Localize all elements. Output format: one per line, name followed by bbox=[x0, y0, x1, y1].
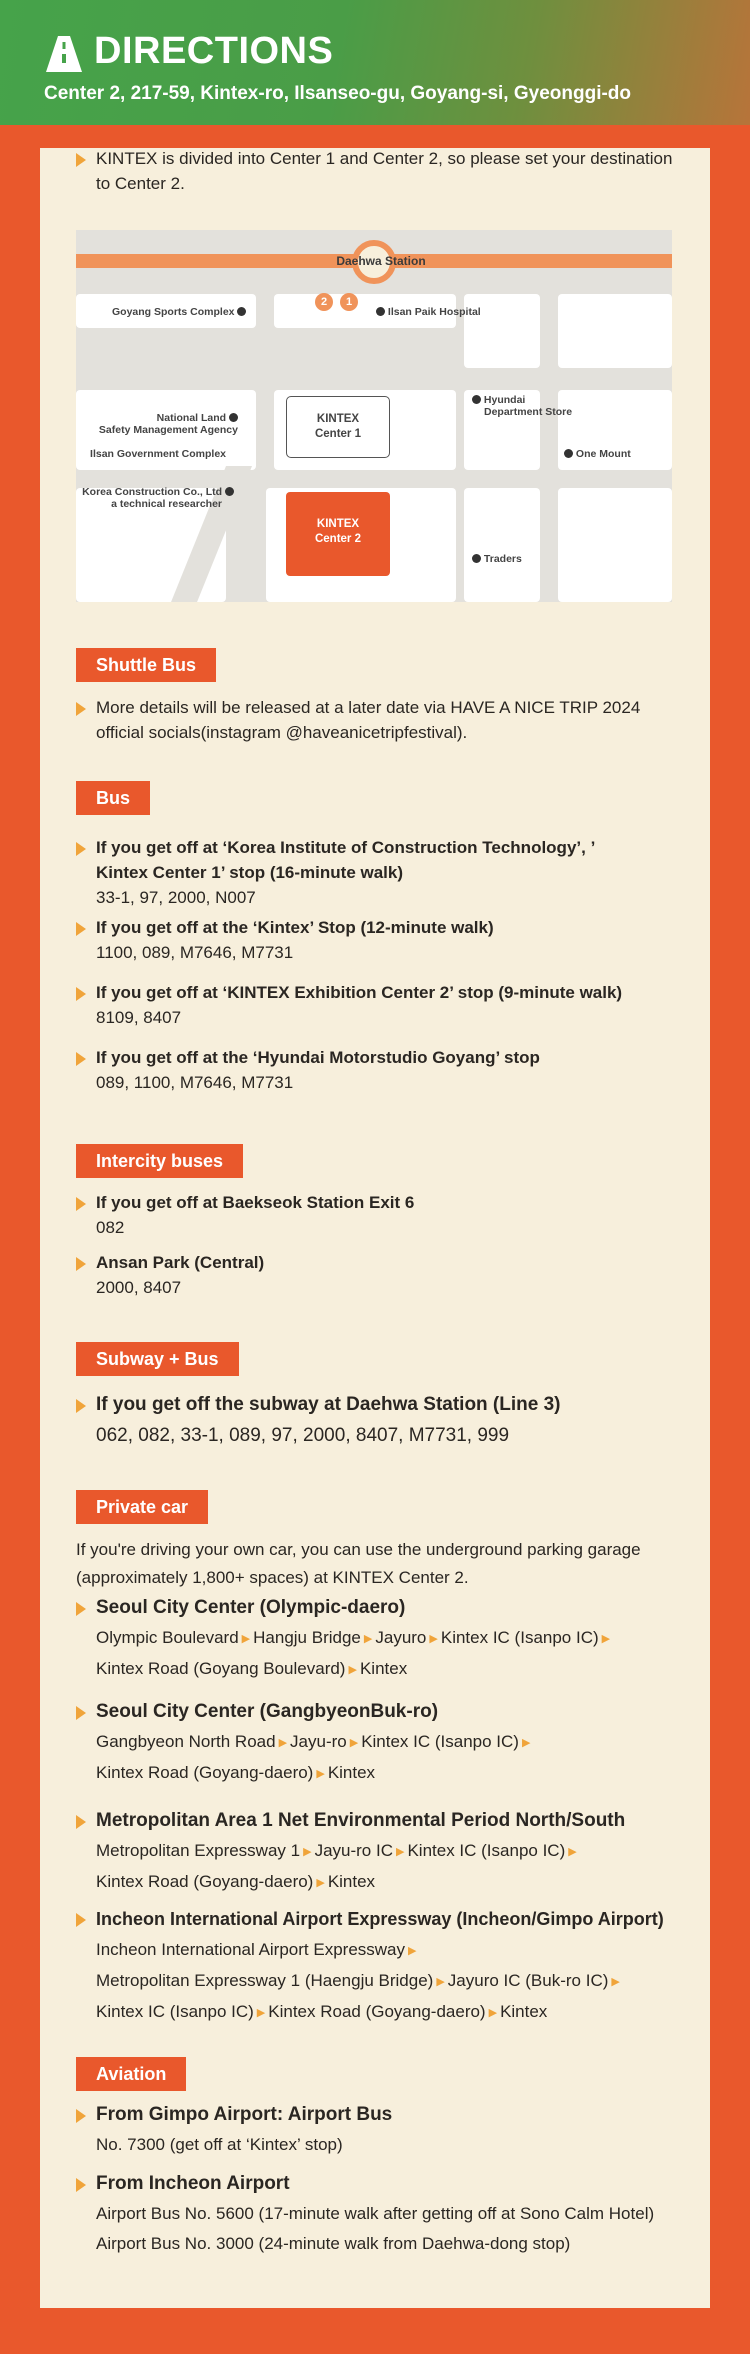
location-dot-icon bbox=[472, 554, 481, 563]
bullet-icon bbox=[76, 2109, 86, 2123]
aviation-item: From Incheon Airport Airport Bus No. 5600 (17-minute walk after getting off at Sono Calm Hotel) Airport Bus No. 3000 (24-minute walk from Daehwa-dong stop) bbox=[96, 2173, 655, 2253]
bullet-icon bbox=[76, 702, 86, 716]
section-badge-bus: Bus bbox=[76, 781, 150, 815]
bullet-icon bbox=[76, 842, 86, 856]
bullet-icon bbox=[76, 1706, 86, 1720]
intercity-item: If you get off at Baekseok Station Exit 6 082 bbox=[96, 1193, 415, 1237]
map-label-traders: Traders bbox=[472, 553, 522, 565]
bullet-icon bbox=[76, 1815, 86, 1829]
page-address: Center 2, 217-59, Kintex-ro, Ilsanseo-gu, Goyang-si, Gyeonggi-do bbox=[44, 83, 632, 104]
map-label-national-land: National Land Safety Management Agency Ilsan Government Complex bbox=[90, 412, 238, 460]
map-label-goyang-sports: Goyang Sports Complex bbox=[112, 306, 246, 318]
exit-2-badge: 2 bbox=[315, 293, 333, 311]
bus-item: If you get off at the ‘Hyundai Motorstudio Goyang’ stop 089, 1100, M7646, M7731 bbox=[96, 1048, 540, 1092]
page-title: DIRECTIONS bbox=[94, 30, 334, 72]
subway-item: If you get off the subway at Daehwa Station (Line 3) 062, 082, 33-1, 089, 97, 2000, 8407, M7731, 999 bbox=[96, 1394, 561, 1446]
section-badge-shuttle: Shuttle Bus bbox=[76, 648, 216, 682]
location-dot-icon bbox=[229, 413, 238, 422]
location-dot-icon bbox=[564, 449, 573, 458]
bullet-icon bbox=[76, 1197, 86, 1211]
bus-item: If you get off at ‘KINTEX Exhibition Center 2’ stop (9-minute walk) 8109, 8407 bbox=[96, 983, 623, 1027]
bullet-icon bbox=[76, 922, 86, 936]
car-route: Seoul City Center (Olympic-daero) Olympic Boulevard ▶ Hangju Bridge ▶ Jayuro ▶ Kintex IC (Isanpo IC) ▶ Kintex Road (Goyang Boulevard) ▶ Kintex bbox=[96, 1597, 611, 1678]
car-intro: If you're driving your own car, you can use the underground parking garage (approximately 1,800+ spaces) at KINTEX Center 2. bbox=[76, 1540, 641, 1587]
bullet-icon bbox=[76, 1602, 86, 1616]
section-badge-subway: Subway + Bus bbox=[76, 1342, 239, 1376]
bullet-icon bbox=[76, 1399, 86, 1413]
location-map bbox=[76, 230, 672, 602]
map-label-hyundai: Hyundai Department Store bbox=[472, 394, 572, 418]
location-dot-icon bbox=[225, 487, 234, 496]
bus-item: If you get off at ‘Korea Institute of Construction Technology’, ’ Kintex Center 1’ stop (16-minute walk) 33-1, 97, 2000, N007 bbox=[96, 838, 596, 907]
bullet-icon bbox=[76, 153, 86, 167]
kintex-center-1: KINTEX Center 1 bbox=[286, 396, 390, 458]
intercity-item: Ansan Park (Central) 2000, 8407 bbox=[96, 1253, 265, 1297]
kintex-center-2: KINTEX Center 2 bbox=[286, 492, 390, 576]
page-header bbox=[0, 0, 750, 125]
car-route: Seoul City Center (GangbyeonBuk-ro) Gangbyeon North Road ▶ Jayu-ro ▶ Kintex IC (Isanpo IC) ▶ Kintex Road (Goyang-daero) ▶ Kintex bbox=[96, 1701, 531, 1782]
aviation-item: From Gimpo Airport: Airport Bus No. 7300 (get off at ‘Kintex’ stop) bbox=[96, 2104, 393, 2154]
exit-1-badge: 1 bbox=[340, 293, 358, 311]
bullet-icon bbox=[76, 987, 86, 1001]
map-label-korea-construction: Korea Construction Co., Ltd a technical researcher bbox=[80, 486, 234, 510]
bullet-icon bbox=[76, 2178, 86, 2192]
location-dot-icon bbox=[376, 307, 385, 316]
bus-item: If you get off at the ‘Kintex’ Stop (12-minute walk) 1100, 089, M7646, M7731 bbox=[96, 918, 494, 962]
intro-text: KINTEX is divided into Center 1 and Center 2, so please set your destination to Center 2. bbox=[96, 149, 673, 193]
location-dot-icon bbox=[237, 307, 246, 316]
section-badge-intercity: Intercity buses bbox=[76, 1144, 243, 1178]
bullet-icon bbox=[76, 1257, 86, 1271]
section-badge-car: Private car bbox=[76, 1490, 208, 1524]
shuttle-text: More details will be released at a later date via HAVE A NICE TRIP 2024 official socials(instagram @haveanicetripfestival). bbox=[96, 698, 641, 742]
map-label-one-mount: One Mount bbox=[564, 448, 631, 460]
car-route: Metropolitan Area 1 Net Environmental Period North/South Metropolitan Expressway 1 ▶ Jayu-ro IC ▶ Kintex IC (Isanpo IC) ▶ Kintex Road (Goyang-daero) ▶ Kintex bbox=[96, 1810, 626, 1891]
location-dot-icon bbox=[472, 395, 481, 404]
bullet-icon bbox=[76, 1052, 86, 1066]
road-icon bbox=[44, 34, 84, 74]
station-label: Daehwa Station bbox=[336, 254, 426, 268]
map-label-ilsan-paik: Ilsan Paik Hospital bbox=[376, 306, 481, 318]
car-route: Incheon International Airport Expressway (Incheon/Gimpo Airport) Incheon International Airport Expressway ▶ Metropolitan Expressway 1 (Haengju Bridge) ▶ Jayuro IC (Buk-ro IC) ▶ Kintex IC (Isanpo IC) ▶ Kintex Road (Goyang-daero) ▶ Kintex bbox=[96, 1909, 664, 2021]
section-badge-aviation: Aviation bbox=[76, 2057, 186, 2091]
bullet-icon bbox=[76, 1913, 86, 1927]
